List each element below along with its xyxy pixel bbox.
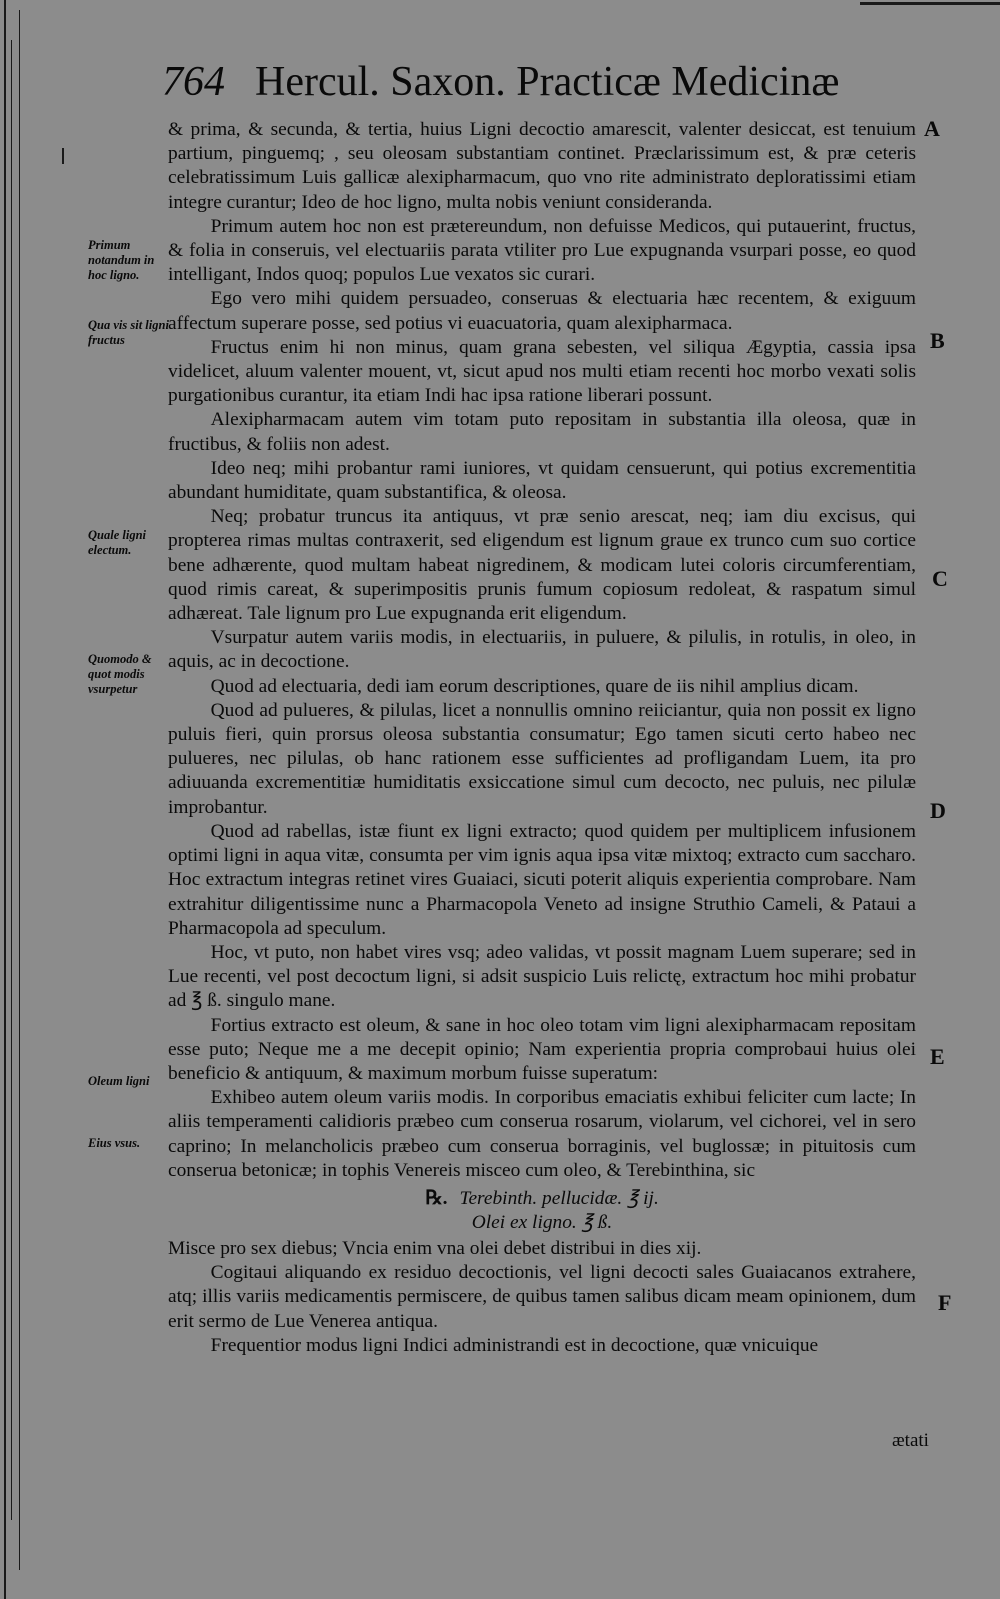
page-number: 764: [162, 59, 225, 105]
recipe: [168, 1187, 916, 1235]
section-letter: E: [930, 1044, 945, 1069]
paragraph: & prima, & secunda, & tertia, huius Ligni decoctio amarescit, valenter desiccat, est tenuium partium, pinguemq; , seu oleosam substantiam continet. Præclarissimum est, & præ ceteris celebratissimum Luis gallicæ alexipharmacum, quo vno rite administrato deploratissimi etiam integre curantur; Ideo de hoc ligno, multa nobis veniunt consideranda.: [168, 119, 916, 213]
margin-note: Oleum ligni: [88, 1074, 150, 1088]
paragraph: Fructus enim hi non minus, quam grana sebesten, vel siliqua Ægyptia, cassia ipsa videlicet, aluum valenter mouent, vt, sicut apud nos multi etiam recenti hoc morbo vexati solis purgationibus curantur, ita etiam Indi hac ipsa ratione liberari possunt.: [168, 336, 916, 407]
margin-note: Primum notandum in hoc ligno.: [88, 238, 155, 282]
section-letter: C: [932, 566, 948, 591]
paragraph: Fortius extracto est oleum, & sane in hoc oleo totam vim ligni alexipharmacam repositam esse puto; Neque me a me decepit opinio; Nam experientia propria comprobaui huius olei beneficio & antiquum, & maximum morbum fuisse superatum:: [168, 1014, 916, 1084]
paragraph: Exhibeo autem oleum variis modis. In corporibus emaciatis exhibui feliciter cum lacte; In aliis temperamenti calidioris præbeo cum conserua rosarum, violarum, vel cichorei, vel in sero caprino; In melancholicis præbeo cum conserua borraginis, vel buglossæ; in pituitosis cum conserua betonicæ; in tophis Venereis misceo cum oleo, & Terebinthina, sic: [168, 1087, 916, 1181]
section-letter: F: [938, 1290, 952, 1315]
paragraph: Alexipharmacam autem vim totam puto repositam in substantia illa oleosa, quæ in fructibus, & foliis non adest.: [168, 409, 916, 455]
paragraph: Neq; probatur truncus ita antiquus, vt præ senio arescat, neq; iam diu excisus, qui propterea rimas multas contraxerit, sed eligendum est lignum graue ex trunco cum suo cortice bene adhærente, quod multam habeat nigredinem, & modicam lutei coloris circumferentiam, quod rimis careat, & superimpositis prunis fumum copiosum redoleat, & raspatum simul adhæreat. Tale lignum pro Lue expugnanda erit eligendum.: [168, 506, 916, 625]
recipe-symbol: ℞.: [425, 1187, 448, 1209]
scan-edge-line: [62, 148, 64, 164]
paragraph: Misce pro sex diebus; Vncia enim vna olei debet distribui in dies xij.: [168, 1237, 702, 1259]
scan-edge-line: [860, 2, 1000, 5]
margin-note: Eius vsus.: [88, 1136, 141, 1150]
paragraph: Cogitaui aliquando ex residuo decoctionis, vel ligni decocti sales Guaiacanos extrahere, atq; illis variis medicamentis permiscere, de quibus tamen salibus dicam meam opinionem, dum erit sermo de Lue Venerea antiqua.: [168, 1262, 916, 1332]
paragraph: Ideo neq; mihi probantur rami iuniores, vt quidam censuerunt, qui potius excrementitia abundant humiditate, quam substantifica, & oleosa.: [168, 457, 916, 504]
paragraph: Frequentior modus ligni Indici administrandi est in decoctione, quæ vnicuique: [210, 1334, 819, 1356]
paragraph: Primum autem hoc non est prætereundum, non defuisse Medicos, qui putauerint, fructus, & folia in conseruis, vel electuariis parata vtiliter pro Lue expugnanda vsurpari posse, eo quod intelligant, Indos quoq; populos Lue vexatos sic curari.: [168, 215, 916, 286]
scan-edge-line: [11, 40, 12, 1520]
scan-edge-line: [4, 0, 6, 1599]
page-header: [162, 58, 932, 106]
main-text: [168, 118, 916, 1358]
margin-note: Qua vis sit ligni fructus: [88, 318, 169, 347]
recipe-line: Terebinth. pellucidæ. ℥ ij.: [459, 1187, 659, 1209]
section-letter: D: [930, 798, 946, 823]
paragraph: Vsurpatur autem variis modis, in electuariis, in puluere, & pilulis, in rotulis, in oleo, in aquis, ac in decoctione.: [168, 627, 916, 673]
margin-note: Quomodo & quot modis vsurpetur: [88, 652, 152, 696]
running-title: Hercul. Saxon. Practicæ Medicinæ: [255, 59, 840, 105]
recipe-line: Olei ex ligno. ℥ ß.: [471, 1211, 613, 1233]
section-letter: B: [930, 328, 945, 353]
paragraph: Quod ad rabellas, istæ fiunt ex ligni extracto; quod quidem per multiplicem infusionem optimi ligni in aqua vitæ, consumta per vim ignis aqua ipsa vitæ mixtoq; extracto cum saccharo. Hoc extractum integras retinet vires Guaiaci, sicuti poterit aliquis experientia comprobare. Nam extrahitur diligentissime nunc a Pharmacopola Veneto ad insigne Struthio Cameli, & Pataui a Pharmacopola ad speculum.: [168, 820, 916, 939]
margin-note: Quale ligni electum.: [88, 528, 146, 557]
section-letter: A: [924, 116, 940, 141]
catchword: ætati: [892, 1430, 929, 1451]
paragraph: Ego vero mihi quidem persuadeo, conseruas & electuaria hæc recentem, & exiguum affectum superare posse, sed potius vi euacuatoria, quam alexipharmaca.: [168, 288, 916, 334]
paragraph: Hoc, vt puto, non habet vires vsq; adeo validas, vt possit magnam Luem superare; sed in Lue recenti, vel post decoctum ligni, si adsit suspicio Luis relictę, extractum hoc mihi probatur ad ℥ ß. singulo mane.: [168, 941, 916, 1012]
paragraph: Quod ad pulueres, & pilulas, licet a nonnullis omnino reiiciantur, quia non possit ex ligno puluis fieri, quin prorsus oleosa substantia consumatur; Ego tamen sicuti certo habeo nec pulueres, nec pilulas, ob hanc rationem esse sufficientes ad profligandam Luem, ita pro adiuuanda excrementitiæ humiditatis exsiccatione simul cum decocto, nec puluis, nec pilulæ improbantur.: [168, 699, 916, 818]
paragraph: Quod ad electuaria, dedi iam eorum descriptiones, quare de iis nihil amplius dicam.: [210, 675, 859, 697]
scan-edge-line: [19, 10, 20, 1570]
